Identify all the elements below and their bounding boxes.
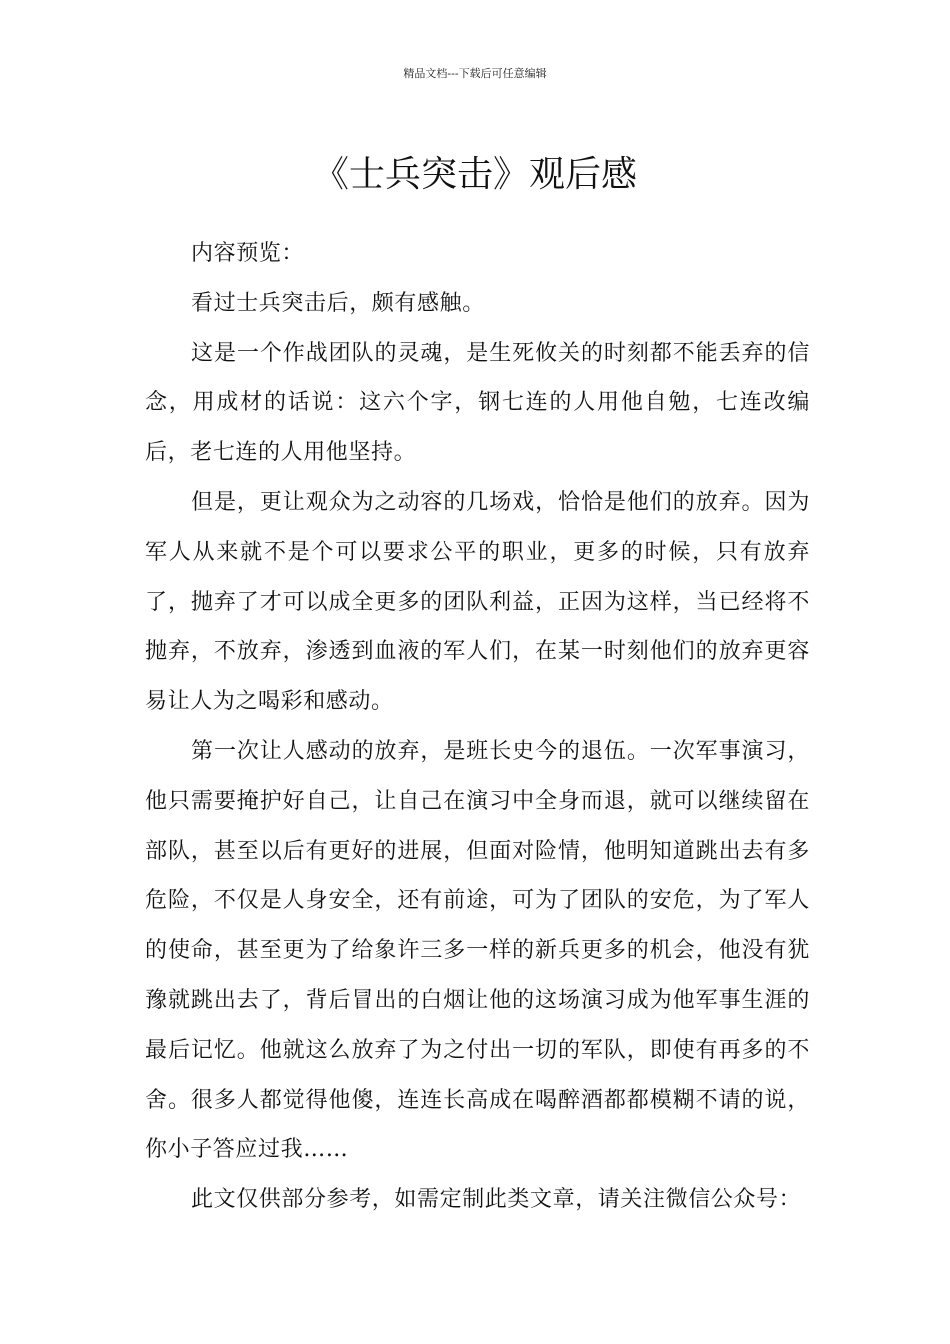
paragraph-preview-label: 内容预览： xyxy=(191,241,305,266)
paragraph-footer-note: 此文仅供部分参考，如需定制此类文章，请关注微信公众号： xyxy=(191,1187,802,1213)
document-title: 《士兵突击》观后感 xyxy=(312,154,637,196)
page-header: 精品文档---下载后可任意编辑 xyxy=(403,67,547,80)
paragraph-soul: 这是一个作战团队的灵魂，是生死攸关的时刻都不能丢弃的信念，用成材的话说：这六个字，钢七连的人用他自勉，七连改编后，老七连的人用他坚持。 xyxy=(145,340,810,466)
document-body xyxy=(145,229,810,1225)
paragraph-giving-up: 但是，更让观众为之动容的几场戏，恰恰是他们的放弃。因为军人从来就不是个可以要求公平的职业，更多的时候，只有放弃了，抛弃了才可以成全更多的团队利益，正因为这样，当已经将不抛弃，不放弃，渗透到血液的军人们，在某一时刻他们的放弃更容易让人为之喝彩和感动。 xyxy=(145,489,810,715)
paragraph-intro: 看过士兵突击后，颇有感触。 xyxy=(191,290,485,316)
paragraph-first-sacrifice: 第一次让人感动的放弃，是班长史今的退伍。一次军事演习，他只需要掩护好自己，让自己在演习中全身而退，就可以继续留在部队，甚至以后有更好的进展，但面对险情，他明知道跳出去有多危险，不仅是人身安全，还有前途，可为了团队的安危，为了军人的使命，甚至更为了给象许三多一样的新兵更多的机会，他没有犹豫就跳出去了，背后冒出的白烟让他的这场演习成为他军事生涯的最后记忆。他就这么放弃了为之付出一切的军队，即使有再多的不舍。很多人都觉得他傻，连连长高成在喝醉酒都都模糊不请的说，你小子答应过我…… xyxy=(145,738,810,1163)
